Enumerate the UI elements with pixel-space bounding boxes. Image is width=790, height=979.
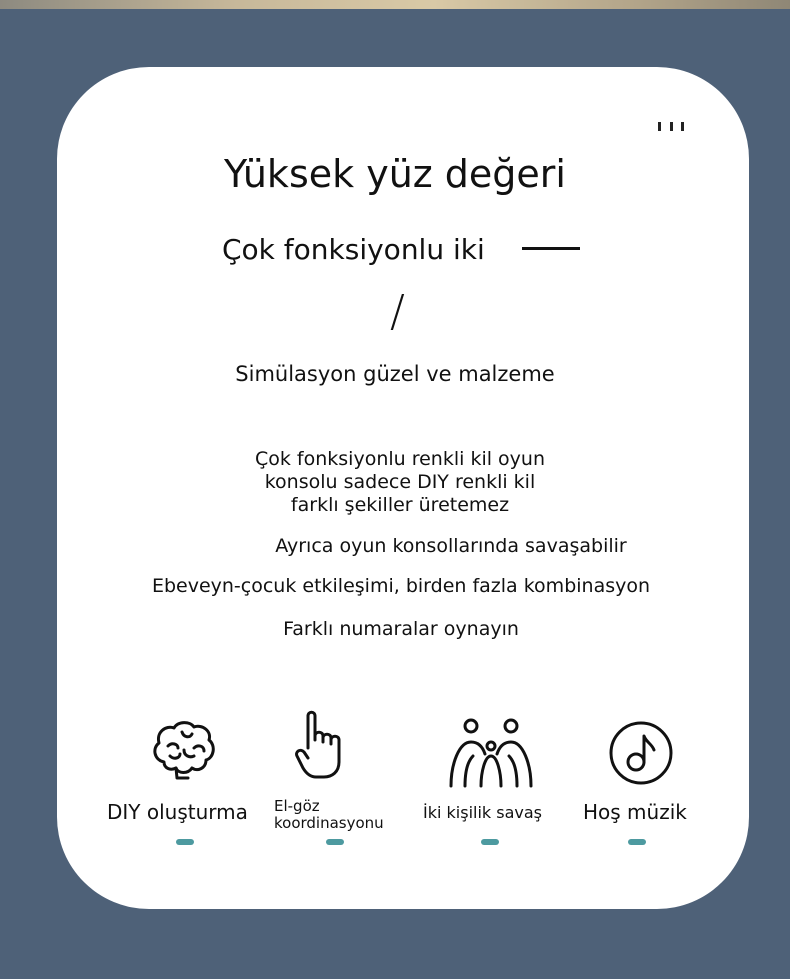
brain-icon xyxy=(150,718,218,782)
description-line: farklı şekiller üretemez xyxy=(290,494,510,516)
battle-text: Ayrıca oyun konsollarında savaşabilir xyxy=(275,535,627,557)
page-title: Yüksek yüz değeri xyxy=(224,152,566,196)
two-people-icon xyxy=(447,716,535,790)
feature-indicator[interactable] xyxy=(628,839,646,845)
menu-dots-icon[interactable] xyxy=(658,122,684,132)
top-photo-strip xyxy=(0,0,790,9)
numbers-text: Farklı numaralar oynayın xyxy=(283,618,519,640)
feature-label-line: koordinasyonu xyxy=(274,814,384,832)
description-block xyxy=(0,448,790,517)
parent-child-text: Ebeveyn-çocuk etkileşimi, birden fazla kombinasyon xyxy=(151,575,651,597)
feature-label-two-player: İki kişilik savaş xyxy=(423,803,542,822)
slash-divider: / xyxy=(390,286,405,337)
pointing-hand-icon xyxy=(294,710,352,780)
feature-label-hand-eye xyxy=(274,798,384,832)
feature-label-music: Hoş müzik xyxy=(583,800,687,824)
subtitle: Çok fonksiyonlu iki xyxy=(222,233,485,266)
music-note-icon xyxy=(608,720,674,786)
feature-indicator[interactable] xyxy=(176,839,194,845)
description-line: konsolu sadece DIY renkli kil xyxy=(264,471,536,493)
feature-indicator[interactable] xyxy=(326,839,344,845)
description-line: Çok fonksiyonlu renkli kil oyun xyxy=(254,448,546,470)
feature-label-diy: DIY oluşturma xyxy=(107,800,248,824)
dash-divider xyxy=(522,247,580,250)
simulation-text: Simülasyon güzel ve malzeme xyxy=(235,362,555,386)
feature-indicator[interactable] xyxy=(481,839,499,845)
feature-label-line: El-göz xyxy=(274,797,320,815)
